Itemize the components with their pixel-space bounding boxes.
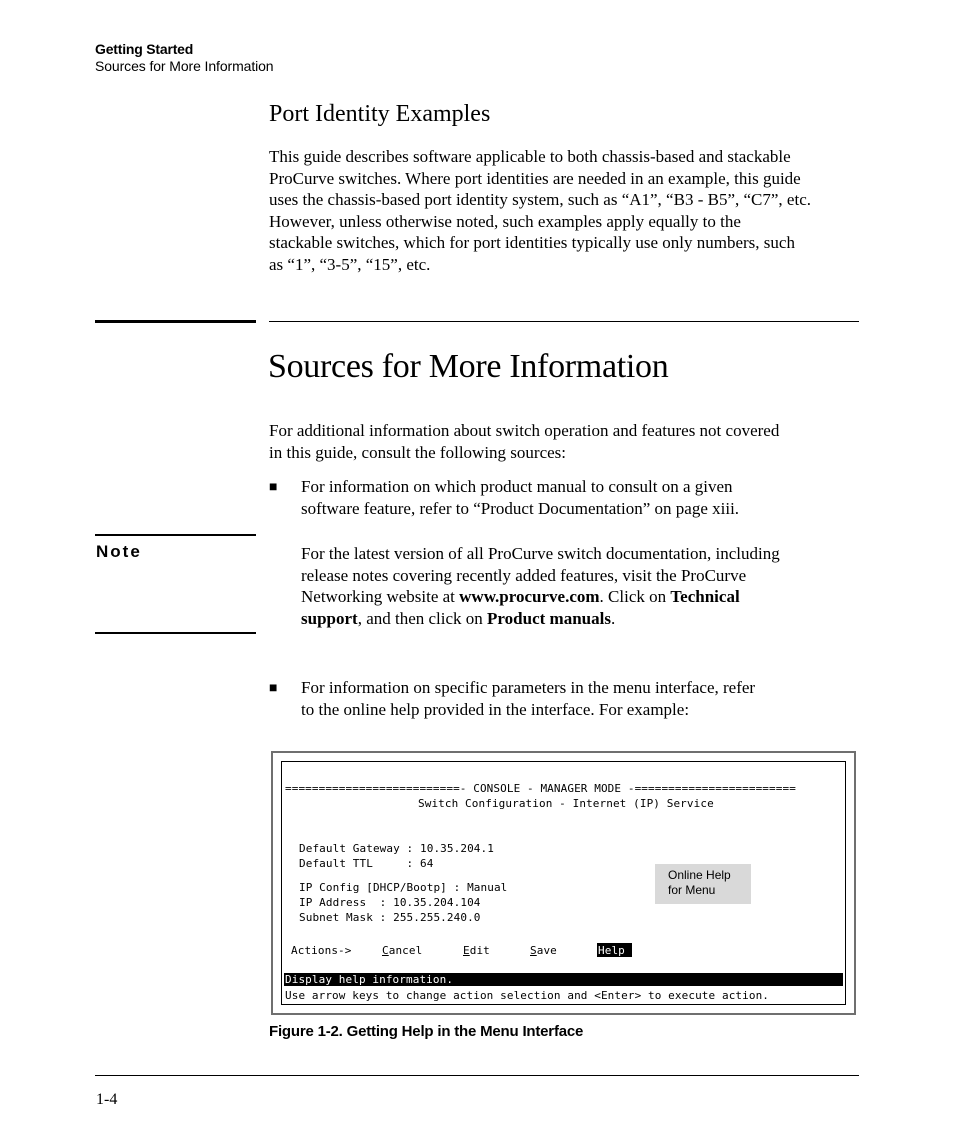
port-identity-paragraph bbox=[269, 146, 864, 275]
bullet-menu-help bbox=[301, 677, 841, 720]
callout-line: for Menu bbox=[668, 883, 716, 897]
section-rule-right bbox=[269, 321, 859, 322]
action-hotkey: H bbox=[598, 944, 605, 957]
action-label-rest: elp bbox=[604, 944, 625, 957]
paragraph-line: in this guide, consult the following sources: bbox=[269, 442, 566, 462]
paragraph-line: release notes covering recently added features, visit the ProCurve bbox=[301, 565, 747, 585]
paragraph-line: For additional information about switch operation and features not covered bbox=[269, 421, 780, 440]
note-rule-top bbox=[95, 534, 256, 536]
default-ttl-field: Default TTL : 64 bbox=[299, 857, 434, 870]
section-rule-left bbox=[95, 320, 256, 323]
note-text-run: Networking website at bbox=[301, 587, 460, 606]
ip-config-field: IP Config [DHCP/Bootp] : Manual bbox=[299, 881, 508, 894]
paragraph-line: For information on specific parameters in the menu interface, refer bbox=[301, 678, 756, 697]
paragraph-line: This guide describes software applicable to both chassis-based and stackable bbox=[269, 147, 791, 166]
paragraph-line: to the online help provided in the interface. For example: bbox=[301, 699, 690, 719]
bullet-product-manual bbox=[301, 476, 841, 519]
paragraph-line bbox=[301, 608, 861, 630]
paragraph-line: For information on which product manual to consult on a given bbox=[301, 477, 733, 496]
technical-support-link-part2[interactable]: support bbox=[301, 608, 358, 628]
port-identity-heading: Port Identity Examples bbox=[269, 101, 491, 127]
figure-caption: Figure 1-2. Getting Help in the Menu Interface bbox=[269, 1023, 584, 1040]
terminal-screen bbox=[281, 761, 846, 1005]
bullet-marker: ■ bbox=[269, 681, 278, 696]
actions-label: Actions-> bbox=[291, 944, 352, 957]
action-hotkey: E bbox=[463, 944, 470, 957]
note-text bbox=[301, 543, 861, 629]
subnet-mask-field: Subnet Mask : 255.255.240.0 bbox=[299, 911, 481, 924]
default-gateway-field: Default Gateway : 10.35.204.1 bbox=[299, 842, 494, 855]
action-edit[interactable] bbox=[463, 944, 490, 957]
paragraph-line: uses the chassis-based port identity system, such as “A1”, “B3 - B5”, “C7”, etc. bbox=[269, 190, 811, 209]
paragraph-line: ProCurve switches. Where port identities are needed in an example, this guide bbox=[269, 168, 801, 188]
action-label-rest: ancel bbox=[388, 944, 423, 957]
callout-line: Online Help bbox=[668, 868, 731, 882]
note-label: Note bbox=[96, 542, 142, 561]
console-title-line: ==========================- CONSOLE - MANAGER MODE -======================== bbox=[285, 782, 796, 795]
action-help-selected[interactable] bbox=[597, 943, 632, 957]
page-number: 1-4 bbox=[96, 1091, 118, 1108]
paragraph-line: as “1”, “3-5”, “15”, etc. bbox=[269, 254, 431, 274]
paragraph-line: For the latest version of all ProCurve switch documentation, including bbox=[301, 544, 780, 563]
product-manuals-link[interactable]: Product manuals bbox=[487, 608, 611, 628]
action-cancel[interactable] bbox=[382, 944, 422, 957]
note-text-run: . bbox=[610, 608, 616, 628]
action-label-rest: dit bbox=[469, 944, 490, 957]
note-text-run: , and then click on bbox=[357, 608, 488, 628]
bullet-marker: ■ bbox=[269, 480, 278, 495]
action-save[interactable] bbox=[530, 944, 557, 957]
online-help-callout bbox=[655, 864, 751, 904]
terminal-screenshot bbox=[271, 751, 856, 1015]
instruction-line: Use arrow keys to change action selection and <Enter> to execute action. bbox=[285, 989, 770, 1002]
running-header-section: Getting Started bbox=[95, 41, 194, 57]
paragraph-line bbox=[301, 586, 861, 608]
status-line: Display help information. bbox=[284, 973, 843, 986]
action-hotkey: C bbox=[382, 944, 389, 957]
ip-address-field: IP Address : 10.35.204.104 bbox=[299, 896, 481, 909]
note-rule-bottom bbox=[95, 632, 256, 634]
running-header-subsection: Sources for More Information bbox=[95, 58, 274, 74]
paragraph-line: However, unless otherwise noted, such examples apply equally to the bbox=[269, 211, 741, 231]
sources-intro bbox=[269, 420, 864, 463]
website-link[interactable]: www.procurve.com bbox=[459, 587, 600, 606]
paragraph-line: software feature, refer to “Product Documentation” on page xiii. bbox=[301, 498, 740, 518]
action-hotkey: S bbox=[530, 944, 537, 957]
footer-rule bbox=[95, 1075, 859, 1076]
screen-subtitle: Switch Configuration - Internet (IP) Service bbox=[418, 797, 714, 810]
note-text-run: . Click on bbox=[599, 587, 671, 606]
technical-support-link-part1[interactable]: Technical bbox=[670, 587, 740, 606]
paragraph-line: stackable switches, which for port identities typically use only numbers, such bbox=[269, 233, 795, 252]
sources-heading: Sources for More Information bbox=[268, 348, 669, 385]
action-label-rest: ave bbox=[536, 944, 557, 957]
